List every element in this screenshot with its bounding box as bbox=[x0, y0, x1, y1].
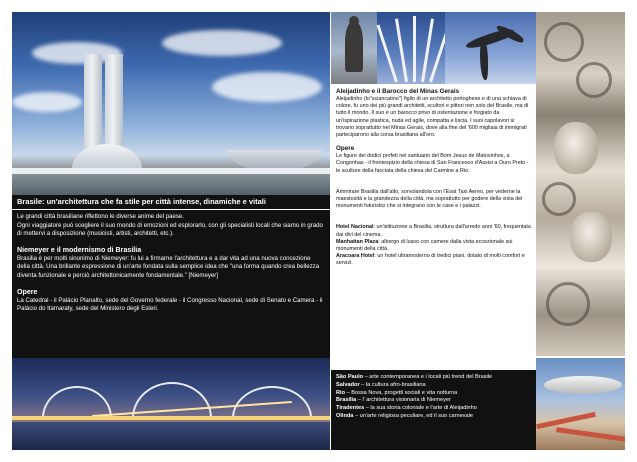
intro-paragraph-2: Ogni viaggiatore può scegliere il suo mondo di emozioni ed esplorarlo, con gli specialisti locali che siamo in grado di mettervi a disposizione (musicisti, artisti, architetti, etc.). bbox=[17, 221, 323, 238]
city-name: Olinda bbox=[336, 412, 354, 419]
opere-paragraph-middle: Le figure dei dodici profeti nel santuario del Bom Jesus de Matosinhos, a Congonhas - il frontespizio della chiesa di San Francesco d'Assisi a Ouro Preto - le sculture della facciata della chiesa del Carmine a Rio. bbox=[336, 153, 529, 174]
niemeyer-paragraph: Brasilia è per molti sinonimo di Niemeyer: fu lui a firmarne l'architettura e a dar vita ad una nuova concezione della città. Una brillante espressione di un'arte fondata sulla semplice idea che "una forma quando crea bellezza diventa funzionale e perciò architettonicamente fondamentale." [Niemeyer] bbox=[17, 254, 320, 279]
intro-paragraph-1: Le grandi città brasiliane riflettono le diverse anime del paese. bbox=[17, 213, 184, 220]
city-desc: – la cultura afro-brasiliana bbox=[359, 381, 426, 388]
city-name: Tiradentes bbox=[336, 405, 365, 412]
museum-photo bbox=[536, 358, 625, 450]
hotel-item bbox=[336, 224, 531, 238]
opere-paragraph-left: La Catedral - il Palácio Planalto, sede del Governo federale - il Congresso Nacional, sede di Senato e Camera - il Palácio do Itamaraty, sede del Ministero degli Esteri. bbox=[17, 296, 323, 313]
hotel-name: Manhattan Plaza bbox=[336, 238, 379, 245]
city-desc: – la sua storia coloniale e l'arte di Aleijadinho bbox=[364, 405, 477, 412]
main-heading: Brasile: un'architettura che fa stile per città intense, dinamiche e vitali bbox=[12, 195, 330, 209]
middle-text-panel bbox=[331, 84, 536, 356]
opere-heading-middle: Opere bbox=[336, 145, 355, 153]
hotel-name: Hotel Nacional bbox=[336, 224, 374, 231]
prophet-statue-photo bbox=[331, 12, 377, 84]
city-desc: – arte contemporanea e i locali più trend del Brasile bbox=[363, 374, 493, 380]
sculpture-photo bbox=[445, 12, 536, 84]
opere-heading-left: Opere bbox=[17, 287, 38, 296]
city-item bbox=[336, 390, 531, 398]
hotel-list bbox=[336, 224, 531, 267]
cathedral-photo bbox=[377, 12, 445, 84]
city-name: Salvador bbox=[336, 381, 360, 388]
city-item bbox=[336, 382, 531, 390]
city-item bbox=[336, 397, 531, 405]
photo-strip bbox=[331, 12, 536, 84]
left-text-panel bbox=[12, 210, 330, 358]
brasilia-paragraph: Ammirare Brasilia dall'alto, sorvolandola con l'Esat Taxi Aereo, per vederne la maestosità e la grandezza della città, ma soprattutto per godere della vista dei monumenti futuristici che si integrano con le case e i palazzi. bbox=[336, 188, 523, 210]
city-name: Rio bbox=[336, 389, 346, 396]
city-item bbox=[336, 413, 531, 421]
city-desc: – l' architettura visionaria di Niemeyer bbox=[356, 397, 451, 404]
city-name: São Paulo bbox=[336, 374, 364, 380]
baroque-carving-photo bbox=[536, 12, 625, 356]
city-desc: – Bossa Nova, progetti sociali e vita notturna bbox=[345, 389, 458, 396]
hotel-name: Aracoara Hotel bbox=[336, 253, 375, 260]
hotel-desc: : albergo di lusso con camere dalla vista eccezionale sui monumenti della città. bbox=[336, 238, 513, 253]
cities-panel bbox=[331, 370, 536, 450]
city-desc: – un'arte religiosa peculiare, ed il suo carnevale bbox=[353, 412, 473, 419]
bridge-photo bbox=[12, 358, 330, 450]
aleijadinho-paragraph: Aleijadinho (lo"sciancatino") figlio di un architetto portoghese e di una schiava di colore, fu uno dei più grandi architetti, scultori e pittori non solo del Brasile, ma di tutto il mondo. Il suo è un barocco privo di ostentazione e forgiato da un'ispirazione plastica, nuda ed agile, compatta e liscia. I suoi capolavori si trovano soprattutto nel Minas Gerais, dove alla fine del '600 migliaia di immigrati parteciparono alla corsa brasiliana all'oro. bbox=[336, 96, 529, 139]
city-name: Brasília bbox=[336, 397, 357, 404]
hotel-item bbox=[336, 239, 531, 253]
hotel-desc: : un hotel ultramoderno di tredici piani, dotato di molti comfort e servizi. bbox=[336, 253, 525, 267]
congress-photo bbox=[12, 12, 330, 195]
niemeyer-heading: Niemeyer e il modernismo di Brasilia bbox=[17, 245, 142, 254]
city-item bbox=[336, 374, 531, 382]
hotel-item bbox=[336, 253, 531, 267]
city-item bbox=[336, 405, 531, 413]
hotel-desc: : un'istituzione a Brasilia, struttura dall'arredo anni '60, frequentata dai divi del cinema. bbox=[336, 224, 531, 238]
aleijadinho-heading: Aleijadinho e il Barocco del Minas Gerais bbox=[336, 88, 460, 95]
